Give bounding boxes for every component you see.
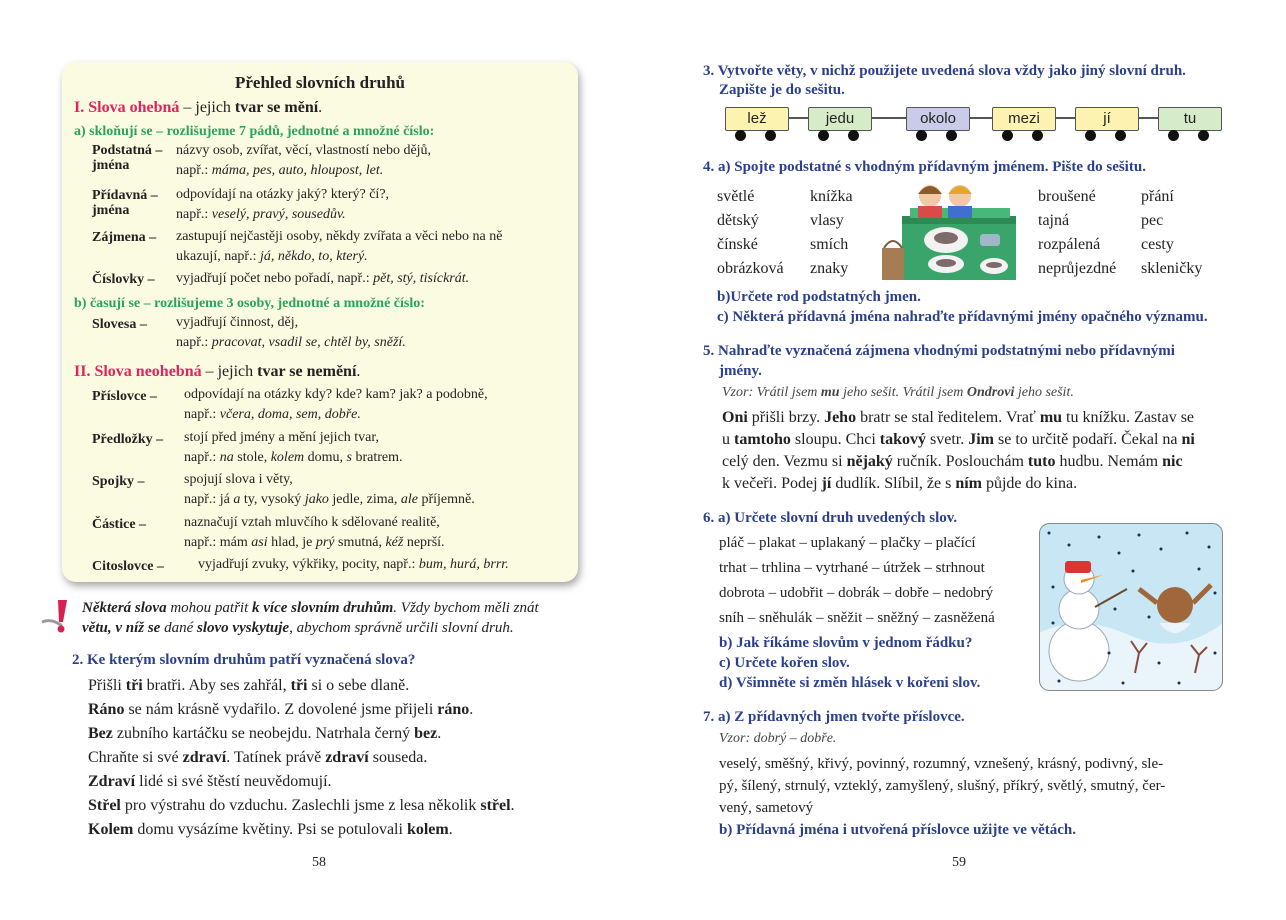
ex7-vzor: Vzor: dobrý – dobře. bbox=[719, 731, 837, 746]
ex7-title: 7. a) Z přídavných jmen tvořte příslovce. bbox=[703, 709, 965, 725]
label-prislovce: Příslovce – bbox=[92, 389, 157, 404]
desc-predlozky: stojí před jmény a mění jejich tvar, např.: na stole, kolem domu, s bratrem. bbox=[184, 430, 403, 465]
desc-cislovky: vyjadřují počet nebo pořadí, např.: pět, stý, tisíckrát. bbox=[176, 271, 470, 286]
wagon: jedu bbox=[808, 107, 872, 131]
label-citoslovce: Citoslovce – bbox=[92, 559, 164, 574]
ex6-subtasks: b) Jak říkáme slovům v jednom řádku? c) Určete kořen slov. d) Všimněte si změn hlásek v kořeni slov. bbox=[719, 635, 981, 691]
snowman-illustration bbox=[1039, 523, 1223, 691]
ex2-line: Bez zubního kartáčku se neobejdu. Natrhala černý bez. bbox=[88, 725, 442, 742]
page-number-right: 59 bbox=[952, 855, 966, 870]
wheel-icon bbox=[1115, 130, 1126, 141]
label-predlozky: Předložky – bbox=[92, 432, 164, 447]
wheel-icon bbox=[848, 130, 859, 141]
wagon-hitch bbox=[1139, 117, 1158, 119]
ex4-col3: broušené tajná rozpálená neprůjezdné bbox=[1038, 188, 1117, 277]
page-number-left: 58 bbox=[312, 855, 326, 870]
ex5-body bbox=[722, 407, 1195, 495]
ex6-title: 6. a) Určete slovní druh uvedených slov. bbox=[703, 510, 958, 526]
wheel-icon bbox=[1198, 130, 1209, 141]
ex2-body bbox=[88, 674, 515, 842]
wheel-icon bbox=[818, 130, 829, 141]
note-text: Některá slova mohou patřit k více slovním druhům. Vždy bychom měli znát větu, v níž se dané slovo vyskytuje, abychom správně určili slovní druh. bbox=[82, 600, 539, 636]
label-spojky: Spojky – bbox=[92, 474, 145, 489]
wheel-icon bbox=[765, 130, 776, 141]
ex6-rows bbox=[719, 531, 995, 631]
ex6-row: sníh – sněhulák – sněžit – sněžný – zasněžená bbox=[719, 610, 995, 626]
ex6-row: trhat – trhlina – vytrhané – útržek – strhnout bbox=[719, 560, 985, 576]
ex4-col4: přání pec cesty skleničky bbox=[1141, 188, 1203, 277]
section2-heading: II. Slova neohebná – jejich tvar se nemění. bbox=[74, 363, 361, 380]
ex2-line: Ráno se nám krásně vydařilo. Z dovolené jsme přijeli ráno. bbox=[88, 701, 474, 718]
ex5-title: 5. Nahraďte vyznačená zájmena vhodnými podstatnými nebo přídavnými jmény. bbox=[703, 343, 1175, 379]
label-pridavna: Přídavná – jména bbox=[92, 188, 158, 218]
desc-castice: naznačují vztah mluvčího k sdělované realitě, např.: mám asi hlad, je prý smutná, kéž neprší. bbox=[184, 515, 445, 550]
ex4-col2: knížka vlasy smích znaky bbox=[810, 188, 853, 277]
wagon: jí bbox=[1075, 107, 1139, 131]
ex2-line: Střel pro výstrahu do vzduchu. Zaslechli jsme z lesa několik střel. bbox=[88, 797, 515, 814]
ex6-row: pláč – plakat – uplakaný – plačky – plačící bbox=[719, 535, 976, 551]
label-cislovky: Číslovky – bbox=[92, 272, 155, 287]
ex2-line: Kolem domu vysázíme květiny. Psi se potulovali kolem. bbox=[88, 821, 453, 838]
overview-box bbox=[62, 62, 578, 582]
wagon: mezi bbox=[992, 107, 1056, 131]
ex5-line: u tamtoho sloupu. Chci takový svetr. Jim se to určitě podaří. Čekal na ni bbox=[722, 431, 1195, 448]
wagon: tu bbox=[1158, 107, 1222, 131]
wheel-icon bbox=[1032, 130, 1043, 141]
label-zajmena: Zájmena – bbox=[92, 230, 157, 245]
label-podstatna: Podstatná – jména bbox=[92, 143, 163, 173]
desc-slovesa: vyjadřují činnost, děj, např.: pracovat, vsadil se, chtěl by, sněží. bbox=[176, 315, 406, 350]
wagon-hitch bbox=[789, 117, 808, 119]
ex5-line: celý den. Vezmu si nějaký ručník. Poslouchám tuto hudbu. Nemám nic bbox=[722, 453, 1183, 470]
wagon-hitch bbox=[1056, 117, 1075, 119]
ex7-body: veselý, směšný, křivý, povinný, rozumný, vznešený, krásný, podivný, sle- pý, šílený, strnulý, vzteklý, zamyšlený, slušný, příkrý, světlý, smutný, čer- vený, sametový bbox=[719, 756, 1166, 816]
ex6-row: dobrota – udobřit – dobrák – dobře – nedobrý bbox=[719, 585, 994, 601]
desc-citoslovce: vyjadřují zvuky, výkřiky, pocity, např.: bum, hurá, brrr. bbox=[198, 557, 509, 572]
exclamation-icon bbox=[40, 598, 76, 638]
ex2-title: 2. Ke kterým slovním druhům patří vyznačená slova? bbox=[72, 652, 416, 668]
wagon-hitch bbox=[970, 117, 992, 119]
desc-podstatna: názvy osob, zvířat, věcí, vlastností nebo dějů, např.: máma, pes, auto, hloupost, let. bbox=[176, 143, 432, 178]
ex4-b: b)Určete rod podstatných jmen. bbox=[717, 289, 921, 305]
wheel-icon bbox=[735, 130, 746, 141]
ex4-title: 4. a) Spojte podstatné s vhodným přídavným jménem. Pište do sešitu. bbox=[703, 159, 1146, 175]
ex5-line: k večeři. Podej jí dudlík. Slíbil, že s ním půjde do kina. bbox=[722, 475, 1078, 492]
ex4-col1: světlé dětský čínské obrázková bbox=[717, 188, 784, 277]
ex2-line: Chraňte si své zdraví. Tatínek právě zdraví souseda. bbox=[88, 749, 428, 766]
wagon-hitch bbox=[872, 117, 906, 119]
ex5-vzor: Vzor: Vrátil jsem mu jeho sešit. Vrátil jsem Ondrovi jeho sešit. bbox=[722, 385, 1074, 400]
desc-pridavna: odpovídají na otázky jaký? který? čí?, např.: veselý, pravý, sousedův. bbox=[176, 187, 390, 222]
ex7-b: b) Přídavná jména i utvořená příslovce užijte ve větách. bbox=[719, 822, 1077, 838]
wagon: okolo bbox=[906, 107, 970, 131]
ex5-line: Oni přišli brzy. Jeho bratr se stal ředitelem. Vrať mu tu knížku. Zastav se bbox=[722, 409, 1195, 426]
ex4-c: c) Některá přídavná jména nahraďte přídavnými jmény opačného významu. bbox=[717, 309, 1208, 325]
sub-a-heading: a) skloňují se – rozlišujeme 7 pádů, jednotné a množné číslo: bbox=[74, 124, 435, 139]
desc-prislovce: odpovídají na otázky kdy? kde? kam? jak? a podobně, např.: včera, doma, sem, dobře. bbox=[184, 387, 488, 422]
overview-title: Přehled slovních druhů bbox=[234, 73, 406, 92]
section1-heading: I. Slova ohebná – jejich tvar se mění. bbox=[74, 99, 323, 116]
wheel-icon bbox=[916, 130, 927, 141]
wheel-icon bbox=[1002, 130, 1013, 141]
wheel-icon bbox=[946, 130, 957, 141]
wheel-icon bbox=[1168, 130, 1179, 141]
desc-spojky: spojují slova i věty, např.: já a ty, vysoký jako jedle, zima, ale příjemně. bbox=[184, 472, 475, 507]
desc-zajmena: zastupují nejčastěji osoby, někdy zvířata a věci nebo na ně ukazují, např.: já, někdo, to, který. bbox=[176, 229, 503, 264]
sub-b-heading: b) časují se – rozlišujeme 3 osoby, jednotné a množné číslo: bbox=[74, 296, 425, 311]
ex3-title: 3. Vytvořte věty, v nichž použijete uvedená slova vždy jako jiný slovní druh. Zapište je do sešitu. bbox=[703, 63, 1186, 98]
wheel-icon bbox=[1085, 130, 1096, 141]
oven-illustration bbox=[880, 180, 1022, 282]
label-castice: Částice – bbox=[92, 517, 147, 532]
ex2-line: Přišli tři bratři. Aby ses zahřál, tři si o sebe dlaně. bbox=[88, 677, 410, 694]
ex2-line: Zdraví lidé si své štěstí neuvědomují. bbox=[88, 773, 332, 790]
wagon: lež bbox=[725, 107, 789, 131]
label-slovesa: Slovesa – bbox=[92, 317, 147, 332]
